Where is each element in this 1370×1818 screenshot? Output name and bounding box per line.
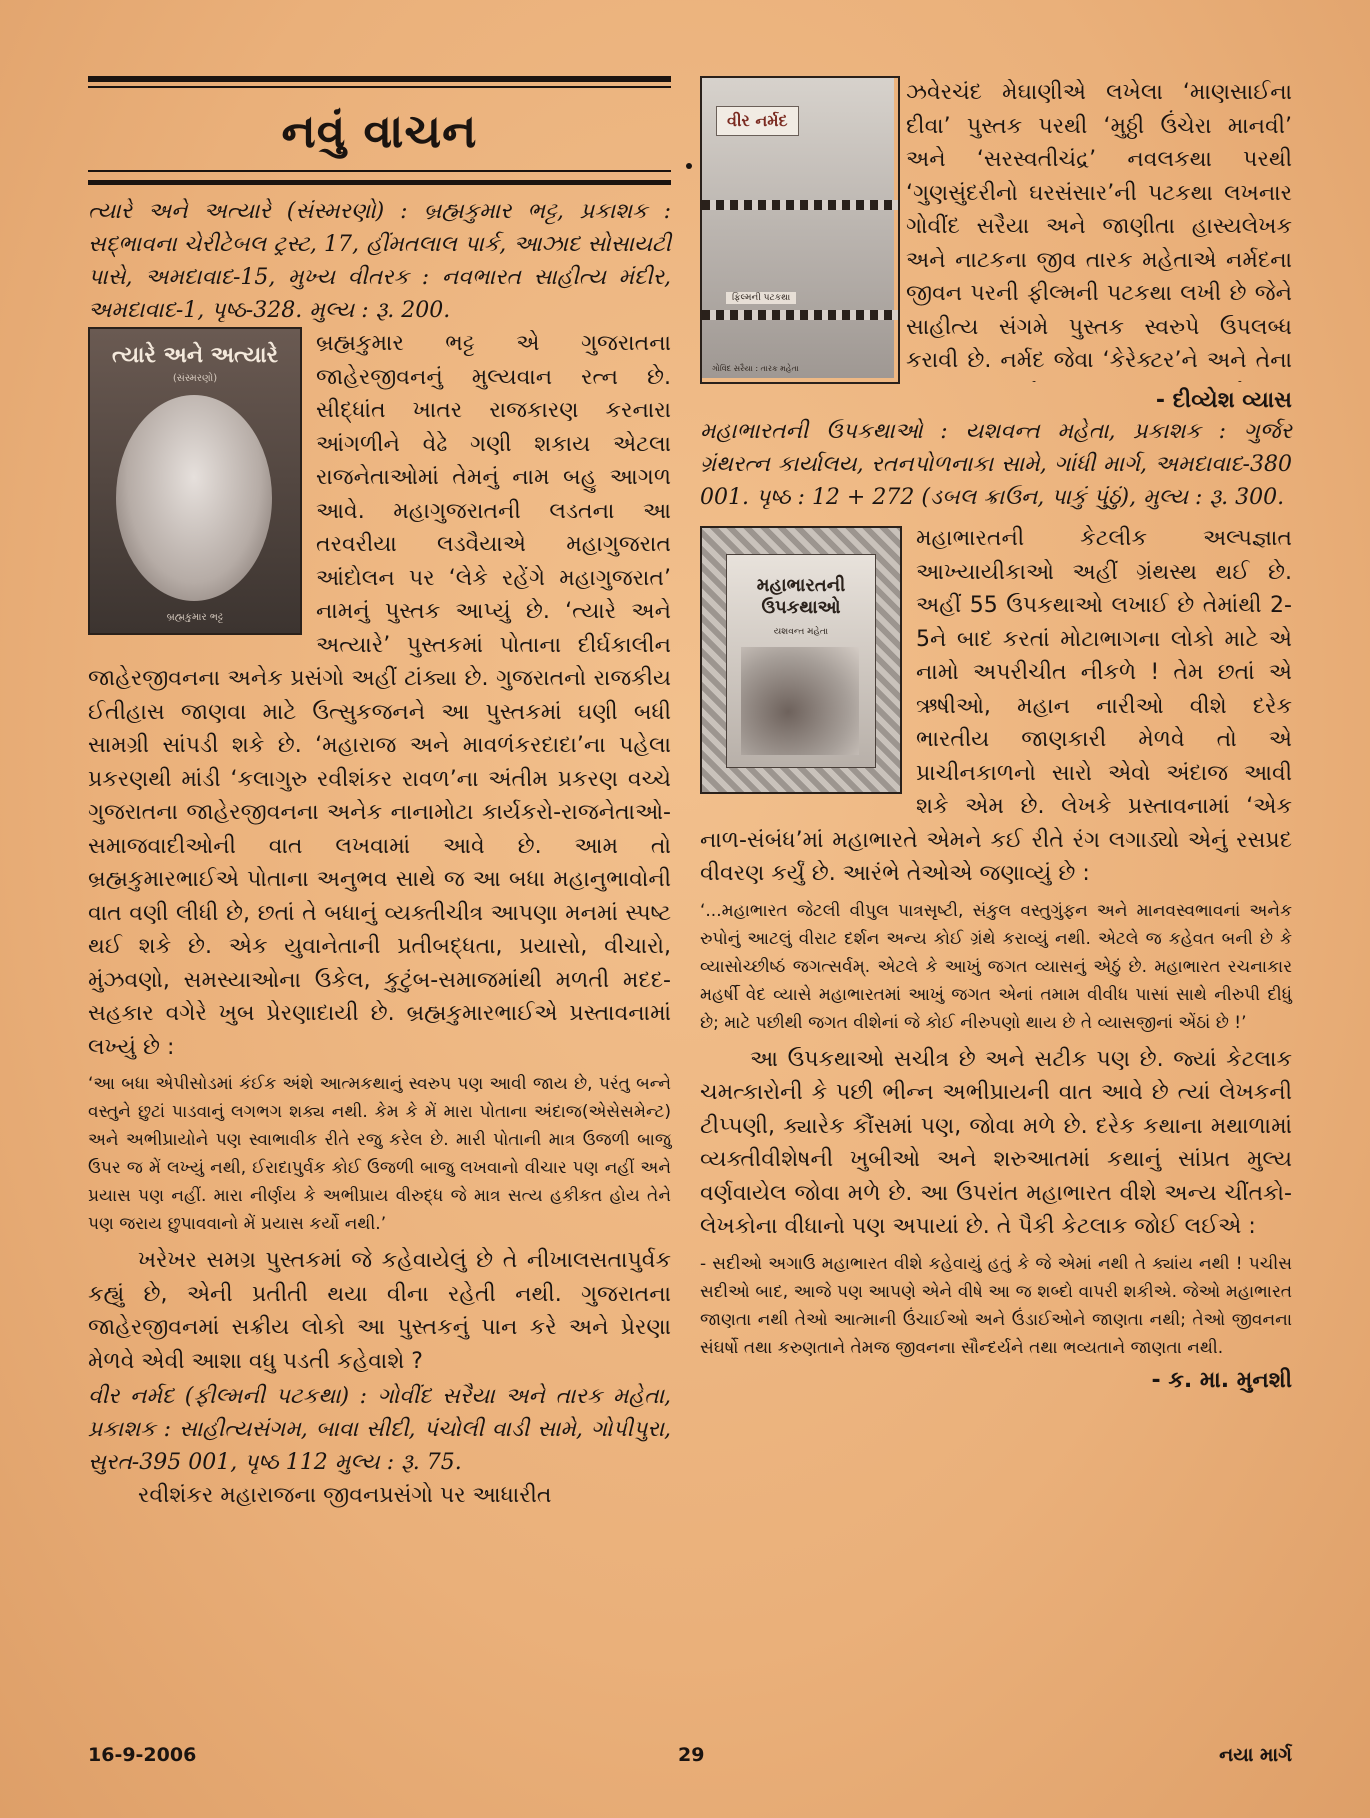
page-footer	[88, 1744, 1292, 1774]
cover-author: યશવન્ત મહેતા	[773, 627, 829, 637]
review1-quote: ‘આ બધા એપીસોડમાં કંઈક અંશે આત્મકથાનું સ્વરુપ પણ આવી જાય છે, પરંતુ બન્ને વસ્તુને છુટાં પાડવાનું લગભગ શક્ય નથી. કેમ કે મેં મારા પોતાના અંદાજ(એસેસમેન્ટ) અને અભીપ્રાયોને પણ સ્વાભાવીક રીતે રજુ કરેલ છે. મારી પોતાની માત્ર ઉજળી બાજુ ઉપર જ મેં લખ્યું નથી, ઈરાદાપુર્વક કોઈ ઉજળી બાજુ લખવાનો વીચાર પણ નહીં અને પ્રયાસ પણ નહીં. મારા નીર્ણય કે અભીપ્રાય વીરુદ્ધ જે માત્ર સત્ય હકીકત હોય તેને પણ જરાય છુપાવવાનો મેં પ્રયાસ કર્યો નથી.’	[88, 1074, 671, 1234]
review2-reviewer: - દીવ્યેશ વ્યાસ	[1155, 388, 1292, 413]
cover-title: ત્યારે અને અત્યારે	[111, 343, 279, 368]
journal-name: નયા માર્ગ	[1219, 1744, 1292, 1766]
review3-header: મહાભારતની ઉપકથાઓ : યશવન્ત મહેતા, પ્રકાશક : ગુર્જર ગ્રંથરત્ન કાર્યાલય, રતનપોળનાકા સામે, ગાંધી માર્ગ, અમદાવાદ-380 001. પૃષ્ઠ : 12 + 272 (ડબલ ક્રાઉન, પાકું પુંઠું), મુલ્ય : રૂ. 300.	[700, 419, 1292, 510]
section-title: નવું વાચન	[281, 104, 478, 158]
review2-body-continued: ઝવેરચંદ મેઘાણીએ લખેલા ‘માણસાઈના દીવા’ પુસ્તક પરથી ‘મુઠ્ઠી ઉંચેરા માનવી’ અને ‘સરસ્વતીચંદ્ર’ નવલકથા પરથી ‘ગુણસુંદરીનો ઘરસંસાર’ની પટકથા લખનાર ગોવીંદ સરૈયા અને જાણીતા હાસ્યલેખક અને નાટકના જીવ તારક મહેતાએ નર્મદના જીવન પરની ફીલ્મની પટકથા લખી છે જેને સાહીત્ય સંગમે પુસ્તક સ્વરુપે ઉપલબ્ધ કરાવી છે. નર્મદ જેવા ‘કેરેક્ટર’ને અને તેના	[906, 80, 1292, 373]
author-portrait	[116, 395, 272, 601]
title-rule-thin	[88, 170, 671, 172]
title-rule-thick	[88, 180, 671, 185]
top-rule-thin	[88, 86, 671, 88]
cover-title	[727, 575, 875, 619]
cover-subtitle: (સંસ્મરણો)	[172, 373, 218, 384]
top-rule	[88, 76, 671, 82]
right-column	[700, 76, 1292, 1395]
film-strip	[702, 200, 898, 210]
review3-body: મહાભારતની કેટલીક અલ્પજ્ઞાત આખ્યાયીકાઓ અહીં ગ્રંથસ્થ થઈ છે. અહીં 55 ઉપકથાઓ લખાઈ છે તેમાંથી 2-5ને બાદ કરતાં મોટાભાગના લોકો માટે એ નામો અપરીચીત નીકળે ! તેમ છતાં એ ઋષીઓ, મહાન નારીઓ વીશે દરેક ભારતીય જાણકારી મેળવે તો એ પ્રાચીનકાળનો સારો એવો અંદાજ આવી શકે એમ છે. લેખકે પ્રસ્તાવનામાં ‘એક નાળ-સંબંધ’માં મહાભારતે એમને કઈ રીતે રંગ લગાડ્યો એનું રસપ્રદ વીવરણ કર્યું છે. આરંભે તેઓએ જણાવ્યું છે :	[700, 526, 1292, 886]
review2-header: વીર નર્મદ (ફીલ્મની પટકથા) : ગોવીંદ સરૈયા અને તારક મહેતા, પ્રકાશક : સાહીત્યસંગમ, બાવા સીદી, પંચોલી વાડી સામે, ગોપીપુરા, સુરત-395 001, પૃષ્ઠ 112 મુલ્ય : રૂ. 75.	[88, 1384, 671, 1475]
cover-illustration	[741, 647, 859, 755]
left-column	[88, 76, 671, 1513]
column-bullet	[686, 163, 692, 169]
review3-quote: ‘...મહાભારત જેટલી વીપુલ પાત્રસૃષ્ટી, સંકુલ વસ્તુગુંફન અને માનવસ્વભાવનાં અનેક રુપોનું આટલું વીરાટ દર્શન અન્ય કોઈ ગ્રંથે કરાવ્યું નથી. એટલે જ કહેવત બની છે કે વ્યાસોચ્છીષ્ઠં જગત્સર્વમ્. એટલે કે આખું જગત વ્યાસનું એઠું છે. મહાભારત રચનાકાર મહર્ષી વેદ વ્યાસે મહાભારતમાં આખું જગત એનાં તમામ વીવીધ પાસાં સાથે નીરુપી દીધું છે; માટે પછીથી જગત વીશેનાં જે કોઈ નીરુપણો થાય છે તે વ્યાસજીનાં એંઠાં છે !’	[700, 900, 1292, 1033]
book-cover-veer-narmad	[700, 76, 900, 384]
cover-label: ફિલ્મની પટકથા	[726, 292, 796, 304]
film-strip	[702, 310, 898, 320]
review1-conclusion: ખરેખર સમગ્ર પુસ્તકમાં જે કહેવાયેલું છે તે નીખાલસતાપુર્વક કહ્યું છે, એની પ્રતીતી થયા વીના રહેતી નથી. ગુજરાતના જાહેરજીવનમાં સક્રીય લોકો આ પુસ્તકનું પાન કરે અને પ્રેરણા મેળવે એવી આશા વધુ પડતી કહેવાશે ?	[88, 1248, 671, 1374]
cover-authors: ગોવિંદ સરૈયા : તારક મહેતા	[712, 364, 799, 373]
cover-author: બ્રહ્મકુમાર ભટ્ટ	[166, 612, 224, 623]
review2-body-start: રવીશંકર મહારાજના જીવનપ્રસંગો પર આધારીત	[138, 1483, 552, 1508]
review3-body-2: આ ઉપકથાઓ સચીત્ર છે અને સટીક પણ છે. જ્યાં કેટલાક ચમત્કારોની કે પછી ભીન્ન અભીપ્રાયની વાત આવે છે ત્યાં લેખકની ટીપ્પણી, ક્યારેક કૌંસમાં પણ, જોવા મળે છે. દરેક કથાના મથાળામાં વ્યક્તીવીશેષની ખુબીઓ અને શરુઆતમાં કથાનું સાંપ્રત મુલ્ય વર્ણવાયેલ જોવા મળે છે. આ ઉપરાંત મહાભારત વીશે અન્ય ચીંતકો-લેખકોના વીધાનો પણ અપાયાં છે. તે પૈકી કેટલાક જોઈ લઈએ :	[700, 1046, 1292, 1239]
book-cover-mahabharat	[700, 526, 902, 794]
cover-title: વીર નર્મદ	[716, 106, 799, 136]
quote-author: - ક. મા. મુનશી	[1151, 1367, 1292, 1393]
page-number: 29	[678, 1744, 705, 1766]
issue-date: 16-9-2006	[88, 1744, 197, 1766]
cover-title-line2: ઉપકથાઓ	[761, 597, 841, 618]
book-cover-tyare-ane-atyare	[88, 327, 302, 635]
review3-quote-munshi: - સદીઓ અગાઉ મહાભારત વીશે કહેવાયું હતું કે જે એમાં નથી તે ક્યાંય નથી ! પચીસ સદીઓ બાદ, આજે પણ આપણે એને વીષે આ જ શબ્દો વાપરી શકીએ. જેઓ મહાભારત જાણતા નથી તેઓ આત્માની ઉંચાઈઓ અને ઉંડાઈઓને જાણતા નથી; તેઓ જીવનના સંઘર્ષો તથા કરુણતાને તેમજ જીવનના સૌન્દર્યને તથા ભવ્યતાને જાણતા નથી.	[700, 1253, 1292, 1358]
review1-body: બ્રહ્મકુમાર ભટ્ટ એ ગુજરાતના જાહેરજીવનનું મુલ્યવાન રત્ન છે. સીદ્ધાંત ખાતર રાજકારણ કરનારા આંગળીને વેઢે ગણી શકાય એટલા રાજનેતાઓમાં તેમનું નામ બહુ આગળ આવે. મહાગુજરાતની લડતના આ તરવરીયા લડવૈયાએ મહાગુજરાત આંદોલન પર ‘લેકે રહેંગે મહાગુજરાત’ નામનું પુસ્તક આપ્યું છે. ‘ત્યારે અને અત્યારે’ પુસ્તકમાં પોતાના દીર્ઘકાલીન જાહેરજીવનના અનેક પ્રસંગો અહીં ટાંક્યા છે. ગુજરાતનો રાજકીય ઈતીહાસ જાણવા માટે ઉત્સુકજનને આ પુસ્તકમાં ઘણી બધી સામગ્રી સાંપડી શકે છે. ‘મહારાજ અને માવળંકરદાદા’ના પહેલા પ્રકરણથી માંડી ‘કલાગુરુ રવીશંકર રાવળ’ના અંતીમ પ્રકરણ વચ્ચે ગુજરાતના જાહેરજીવનના અનેક નાનામોટા કાર્યકરો-રાજનેતાઓ-સમાજવાદીઓની વાત લખવામાં આવે છે. આમ તો બ્રહ્મકુમારભાઈએ પોતાના અનુભવ સાથે જ આ બધા મહાનુભાવોની વાત વણી લીધી છે, છતાં તે બધાનું વ્યક્તીચીત્ર આપણા મનમાં સ્પષ્ટ થઈ શકે છે. એક યુવાનેતાની પ્રતીબદ્ધતા, પ્રયાસો, વીચારો, મુંઝવણો, સમસ્યાઓના ઉકેલ, કુટુંબ-સમાજમાંથી મળતી મદદ-સહકાર વગેરે ખુબ પ્રેરણાદાયી છે. બ્રહ્મકુમારભાઈએ પ્રસ્તાવનામાં લખ્યું છે :	[88, 331, 671, 1060]
review1-header: ત્યારે અને અત્યારે (સંસ્મરણો) : બ્રહ્મકુમાર ભટ્ટ, પ્રકાશક : સદ્ભાવના ચેરીટેબલ ટ્રસ્ટ, 17, હીંમતલાલ પાર્ક, આઝાદ સોસાયટી પાસે, અમદાવાદ-15, મુખ્ય વીતરક : નવભારત સાહીત્ય મંદીર, અમદાવાદ-1, પૃષ્ઠ-328. મુલ્ય : રૂ. 200.	[88, 199, 671, 323]
cover-panel	[726, 554, 876, 768]
review2-body-top	[906, 76, 1292, 382]
cover-title-line1: મહાભારતની	[756, 575, 846, 596]
